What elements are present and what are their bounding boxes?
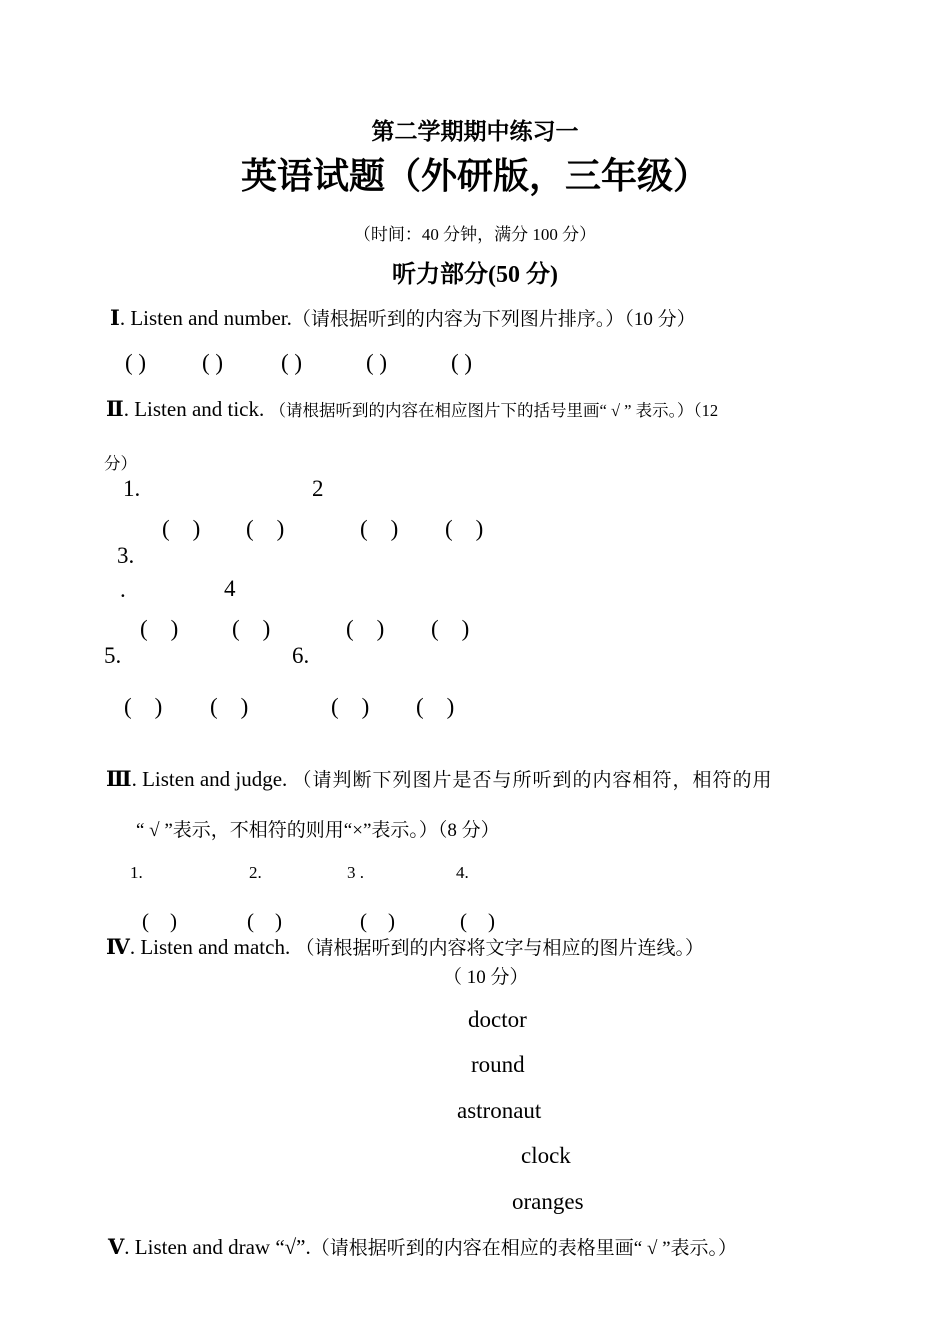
section-3-title: . Listen and judge. xyxy=(131,767,288,791)
item-number: 1. xyxy=(123,476,141,501)
section-1-blank: ( ) xyxy=(451,350,473,375)
tick-blank: ( ) xyxy=(445,516,484,541)
section-3-instruction: （请判断下列图片是否与所听到的内容相符，相符的用 xyxy=(292,770,773,791)
judge-blank: ( ) xyxy=(142,909,177,933)
judge-number: 1. xyxy=(130,863,143,882)
tick-blank: ( ) xyxy=(346,616,385,641)
section-3-roman: Ⅲ xyxy=(106,767,132,791)
section-1-title: . Listen and number. xyxy=(119,306,292,330)
item-number: 3. xyxy=(117,543,135,568)
tick-blank: ( ) xyxy=(140,616,179,641)
judge-blank: ( ) xyxy=(247,909,282,933)
section-5-heading xyxy=(108,1233,737,1260)
section-2-roman: Ⅱ xyxy=(106,397,124,421)
exam-subtitle: 第二学期期中练习一 xyxy=(371,119,579,144)
match-word: oranges xyxy=(512,1189,584,1214)
judge-blank: ( ) xyxy=(460,909,495,933)
match-word: clock xyxy=(521,1143,571,1168)
section-1-roman: Ⅰ xyxy=(110,306,120,330)
item-number-dot: . xyxy=(120,577,126,602)
section-3-instruction-cont: “ √ ”表示，不相符的则用“×”表示。）（8 分） xyxy=(136,820,500,841)
tick-blank: ( ) xyxy=(331,694,370,719)
item-number: 5. xyxy=(104,643,122,668)
tick-blank: ( ) xyxy=(232,616,271,641)
match-word: round xyxy=(471,1052,525,1077)
item-number: 6. xyxy=(292,643,310,668)
section-4-heading xyxy=(106,933,704,960)
tick-blank: ( ) xyxy=(416,694,455,719)
section-4-roman: Ⅳ xyxy=(106,935,130,959)
match-word: astronaut xyxy=(457,1098,542,1123)
time-note: （时间：40 分钟，满分 100 分） xyxy=(353,225,597,244)
section-1-blank: ( ) xyxy=(281,350,303,375)
section-2-instruction-cont: 分） xyxy=(104,454,137,473)
tick-blank: ( ) xyxy=(360,516,399,541)
section-2-instruction: （请根据听到的内容在相应图片下的括号里画“ √ ” 表示。）（12 xyxy=(269,401,719,420)
section-4-instruction: （请根据听到的内容将文字与相应的图片连线。） xyxy=(295,938,704,959)
section-5-instruction: （请根据听到的内容在相应的表格里画“ √ ”表示。） xyxy=(310,1238,738,1259)
section-1-blank: ( ) xyxy=(125,350,147,375)
judge-number: 4. xyxy=(456,863,469,882)
section-1-blank: ( ) xyxy=(366,350,388,375)
part-title: 听力部分(50 分) xyxy=(392,262,558,288)
tick-blank: ( ) xyxy=(210,694,249,719)
section-5-roman: Ⅴ xyxy=(108,1235,125,1259)
tick-blank: ( ) xyxy=(162,516,201,541)
judge-number: 2. xyxy=(249,863,262,882)
section-2-heading xyxy=(106,396,718,422)
item-number: 2 xyxy=(312,476,324,501)
section-1-heading xyxy=(110,304,696,331)
tick-blank: ( ) xyxy=(431,616,470,641)
section-1-instruction: （请根据听到的内容为下列图片排序。）（10 分） xyxy=(291,309,696,330)
tick-blank: ( ) xyxy=(246,516,285,541)
judge-blank: ( ) xyxy=(360,909,395,933)
tick-blank: ( ) xyxy=(124,694,163,719)
judge-number: 3 . xyxy=(347,863,364,882)
exam-title: 英语试题（外研版，三年级） xyxy=(240,156,709,196)
section-5-title: . Listen and draw “√”. xyxy=(124,1235,311,1259)
section-2-title: . Listen and tick. xyxy=(123,397,265,421)
match-word: doctor xyxy=(468,1007,527,1032)
section-4-title: . Listen and match. xyxy=(129,935,291,959)
section-4-score: （ 10 分） xyxy=(443,967,529,988)
item-number: 4 xyxy=(224,576,236,601)
section-1-blank: ( ) xyxy=(202,350,224,375)
section-3-heading xyxy=(106,765,773,792)
